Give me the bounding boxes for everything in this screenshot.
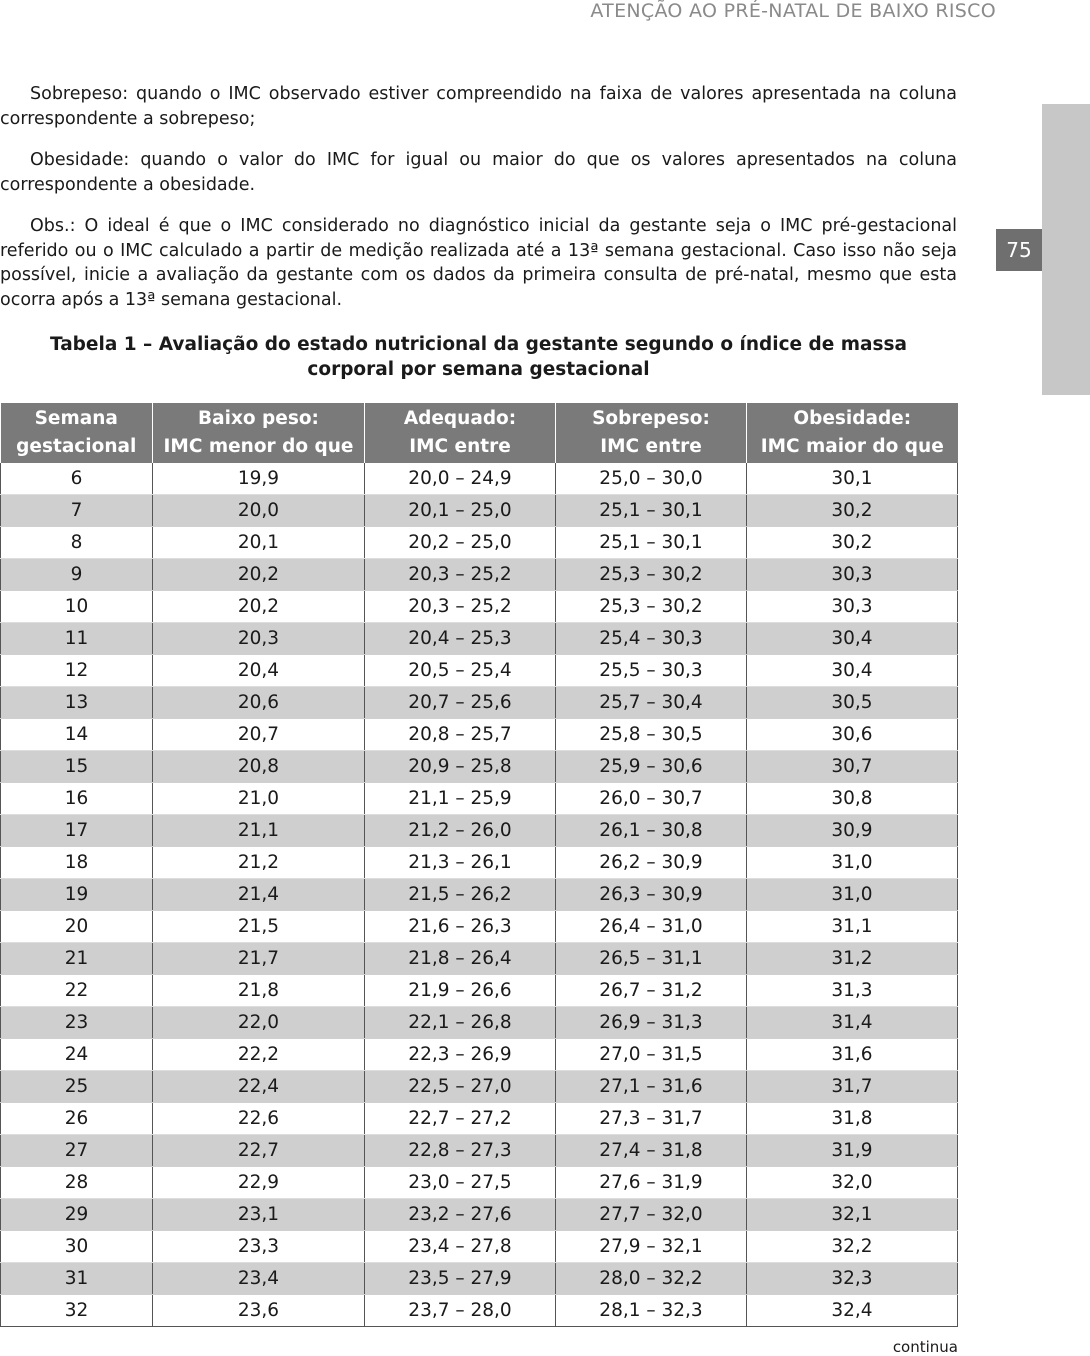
table-cell: 32,2: [747, 1231, 958, 1263]
table-row: [1, 1295, 958, 1327]
table-cell: 21,2: [153, 847, 365, 879]
column-header-line-2: IMC menor do que: [163, 436, 354, 457]
column-header-line-2: gestacional: [16, 436, 137, 457]
table-cell: 22,0: [153, 1007, 365, 1039]
table-cell: 30,4: [747, 655, 958, 687]
table-cell: 6: [1, 463, 153, 495]
table-cell: 20,0 – 24,9: [365, 463, 556, 495]
table-row: [1, 911, 958, 943]
body-text: [0, 82, 957, 329]
table-row: [1, 1135, 958, 1167]
table-cell: 30,3: [747, 559, 958, 591]
table-cell: 31,3: [747, 975, 958, 1007]
table-cell: 22,7: [153, 1135, 365, 1167]
table-cell: 31,0: [747, 847, 958, 879]
table-cell: 16: [1, 783, 153, 815]
table-cell: 23,5 – 27,9: [365, 1263, 556, 1295]
table-cell: 20,6: [153, 687, 365, 719]
table-cell: 32,4: [747, 1295, 958, 1327]
table-row: [1, 527, 958, 559]
table-row: [1, 751, 958, 783]
table-cell: 23,7 – 28,0: [365, 1295, 556, 1327]
table-cell: 20,2: [153, 591, 365, 623]
table-cell: 20,7: [153, 719, 365, 751]
table-cell: 26,1 – 30,8: [556, 815, 747, 847]
table-cell: 17: [1, 815, 153, 847]
table-cell: 22,5 – 27,0: [365, 1071, 556, 1103]
table-cell: 20,2: [153, 559, 365, 591]
table-row: [1, 1071, 958, 1103]
table-row: [1, 559, 958, 591]
table-cell: 27,7 – 32,0: [556, 1199, 747, 1231]
table-cell: 22,4: [153, 1071, 365, 1103]
table-cell: 21,6 – 26,3: [365, 911, 556, 943]
table-cell: 26,5 – 31,1: [556, 943, 747, 975]
table-cell: 23,1: [153, 1199, 365, 1231]
table-cell: 26,0 – 30,7: [556, 783, 747, 815]
table-row: [1, 623, 958, 655]
column-header-line-1: Semana: [34, 408, 118, 429]
table-cell: 27,1 – 31,6: [556, 1071, 747, 1103]
table-row: [1, 463, 958, 495]
table-cell: 25,4 – 30,3: [556, 623, 747, 655]
table-cell: 21,1 – 25,9: [365, 783, 556, 815]
table-cell: 21: [1, 943, 153, 975]
table-cell: 22,7 – 27,2: [365, 1103, 556, 1135]
table-row: [1, 1167, 958, 1199]
table-cell: 18: [1, 847, 153, 879]
table-cell: 30,7: [747, 751, 958, 783]
table-cell: 31: [1, 1263, 153, 1295]
table-cell: 21,5 – 26,2: [365, 879, 556, 911]
table-cell: 32,3: [747, 1263, 958, 1295]
table-cell: 28: [1, 1167, 153, 1199]
table-cell: 23,4 – 27,8: [365, 1231, 556, 1263]
table-cell: 25,5 – 30,3: [556, 655, 747, 687]
table-cell: 27,0 – 31,5: [556, 1039, 747, 1071]
table-cell: 8: [1, 527, 153, 559]
table-cell: 31,2: [747, 943, 958, 975]
column-header-line-2: IMC maior do que: [760, 436, 944, 457]
table-cell: 25: [1, 1071, 153, 1103]
table-cell: 26,9 – 31,3: [556, 1007, 747, 1039]
table-cell: 23,3: [153, 1231, 365, 1263]
table-cell: 20,9 – 25,8: [365, 751, 556, 783]
table-cell: 19: [1, 879, 153, 911]
table-cell: 25,8 – 30,5: [556, 719, 747, 751]
table-cell: 20,8: [153, 751, 365, 783]
table-cell: 26: [1, 1103, 153, 1135]
paragraph-obs: Obs.: O ideal é que o IMC considerado no diagnóstico inicial da gestante seja o IMC pré-gestacional referido ou o IMC calculado a partir de medição realizada até a 13ª semana gestacional. Caso isso não seja possível, inicie a avaliação da gestante com os dados da primeira consulta de pré-natal, mesmo que esta ocorra após a 13ª semana gestacional.: [0, 216, 957, 310]
paragraph-obesidade: Obesidade: quando o valor do IMC for igual ou maior do que os valores apresentados na coluna correspondente a obesidade.: [0, 150, 957, 195]
table-cell: 20,8 – 25,7: [365, 719, 556, 751]
table-cell: 30,2: [747, 495, 958, 527]
column-header: [556, 403, 747, 463]
table-row: [1, 655, 958, 687]
table-cell: 21,3 – 26,1: [365, 847, 556, 879]
table-row: [1, 783, 958, 815]
table-row: [1, 495, 958, 527]
table-cell: 22,1 – 26,8: [365, 1007, 556, 1039]
table-cell: 23,6: [153, 1295, 365, 1327]
table-row: [1, 879, 958, 911]
table-cell: 26,4 – 31,0: [556, 911, 747, 943]
column-header: [747, 403, 958, 463]
column-header-line-1: Baixo peso:: [198, 408, 319, 429]
table-cell: 25,0 – 30,0: [556, 463, 747, 495]
paragraph-sobrepeso: Sobrepeso: quando o IMC observado estiver compreendido na faixa de valores apresentada na coluna correspondente a sobrepeso;: [0, 84, 957, 129]
table-cell: 27,9 – 32,1: [556, 1231, 747, 1263]
table-cell: 23: [1, 1007, 153, 1039]
table-cell: 26,3 – 30,9: [556, 879, 747, 911]
table-cell: 20,7 – 25,6: [365, 687, 556, 719]
imc-table: [0, 403, 958, 1327]
table-cell: 24: [1, 1039, 153, 1071]
table-cell: 20,2 – 25,0: [365, 527, 556, 559]
table-cell: 20,1: [153, 527, 365, 559]
table-cell: 25,1 – 30,1: [556, 495, 747, 527]
side-tab-band: [1042, 104, 1090, 395]
table-cell: 30: [1, 1231, 153, 1263]
table-cell: 27,3 – 31,7: [556, 1103, 747, 1135]
table-cell: 25,3 – 30,2: [556, 591, 747, 623]
table-row: [1, 975, 958, 1007]
table-cell: 30,3: [747, 591, 958, 623]
table-cell: 32,1: [747, 1199, 958, 1231]
table-cell: 23,4: [153, 1263, 365, 1295]
table-cell: 7: [1, 495, 153, 527]
table-cell: 20,3 – 25,2: [365, 559, 556, 591]
table-cell: 21,8: [153, 975, 365, 1007]
table-cell: 22,9: [153, 1167, 365, 1199]
table-cell: 31,9: [747, 1135, 958, 1167]
table-cell: 14: [1, 719, 153, 751]
table-cell: 22,8 – 27,3: [365, 1135, 556, 1167]
table-cell: 29: [1, 1199, 153, 1231]
table-row: [1, 1231, 958, 1263]
table-cell: 22: [1, 975, 153, 1007]
table-caption: [0, 332, 957, 382]
table-cell: 31,4: [747, 1007, 958, 1039]
table-cell: 25,1 – 30,1: [556, 527, 747, 559]
table-row: [1, 1263, 958, 1295]
table-cell: 19,9: [153, 463, 365, 495]
table-cell: 32,0: [747, 1167, 958, 1199]
table-cell: 22,2: [153, 1039, 365, 1071]
table-cell: 11: [1, 623, 153, 655]
table-cell: 20,3: [153, 623, 365, 655]
table-cell: 31,0: [747, 879, 958, 911]
table-cell: 22,6: [153, 1103, 365, 1135]
table-row: [1, 815, 958, 847]
table-cell: 26,7 – 31,2: [556, 975, 747, 1007]
table-row: [1, 847, 958, 879]
column-header-line-1: Obesidade:: [793, 408, 912, 429]
table-cell: 28,0 – 32,2: [556, 1263, 747, 1295]
table-cell: 31,1: [747, 911, 958, 943]
table-caption-line-1: Tabela 1 – Avaliação do estado nutricional da gestante segundo o índice de massa: [49, 334, 908, 355]
column-header: [1, 403, 153, 463]
table-cell: 30,4: [747, 623, 958, 655]
table-cell: 20: [1, 911, 153, 943]
table-cell: 21,0: [153, 783, 365, 815]
table-row: [1, 1039, 958, 1071]
table-cell: 27: [1, 1135, 153, 1167]
table-cell: 25,9 – 30,6: [556, 751, 747, 783]
table-row: [1, 1103, 958, 1135]
table-cell: 30,5: [747, 687, 958, 719]
column-header-line-1: Sobrepeso:: [592, 408, 710, 429]
table-cell: 30,9: [747, 815, 958, 847]
continua-note: continua: [892, 1338, 958, 1356]
table-cell: 30,2: [747, 527, 958, 559]
table-cell: 26,2 – 30,9: [556, 847, 747, 879]
table-header: [1, 403, 958, 463]
table-header-row: [1, 403, 958, 463]
table-cell: 28,1 – 32,3: [556, 1295, 747, 1327]
table-cell: 21,4: [153, 879, 365, 911]
table-cell: 27,4 – 31,8: [556, 1135, 747, 1167]
column-header-line-2: IMC entre: [600, 436, 702, 457]
running-head: ATENÇÃO AO PRÉ-NATAL DE BAIXO RISCO: [590, 0, 996, 22]
table-cell: 21,2 – 26,0: [365, 815, 556, 847]
table-cell: 20,3 – 25,2: [365, 591, 556, 623]
table-cell: 13: [1, 687, 153, 719]
table-cell: 21,8 – 26,4: [365, 943, 556, 975]
table-cell: 27,6 – 31,9: [556, 1167, 747, 1199]
table-cell: 15: [1, 751, 153, 783]
table-row: [1, 591, 958, 623]
table-row: [1, 943, 958, 975]
table-cell: 22,3 – 26,9: [365, 1039, 556, 1071]
table-cell: 9: [1, 559, 153, 591]
table-row: [1, 687, 958, 719]
table-cell: 30,1: [747, 463, 958, 495]
table-row: [1, 1007, 958, 1039]
table-cell: 31,8: [747, 1103, 958, 1135]
table-cell: 10: [1, 591, 153, 623]
table-cell: 21,5: [153, 911, 365, 943]
table-cell: 20,4 – 25,3: [365, 623, 556, 655]
table-cell: 25,7 – 30,4: [556, 687, 747, 719]
table-cell: 21,1: [153, 815, 365, 847]
table-body: [1, 463, 958, 1327]
table-cell: 31,6: [747, 1039, 958, 1071]
table-cell: 23,0 – 27,5: [365, 1167, 556, 1199]
table-cell: 30,6: [747, 719, 958, 751]
column-header-line-1: Adequado:: [403, 408, 517, 429]
column-header: [153, 403, 365, 463]
table-cell: 25,3 – 30,2: [556, 559, 747, 591]
table-cell: 32: [1, 1295, 153, 1327]
table-cell: 20,5 – 25,4: [365, 655, 556, 687]
table-cell: 23,2 – 27,6: [365, 1199, 556, 1231]
table-cell: 20,0: [153, 495, 365, 527]
page-number: 75: [996, 229, 1042, 271]
table-cell: 21,7: [153, 943, 365, 975]
table-cell: 20,1 – 25,0: [365, 495, 556, 527]
table-cell: 12: [1, 655, 153, 687]
table-row: [1, 719, 958, 751]
table-cell: 30,8: [747, 783, 958, 815]
table-caption-line-2: corporal por semana gestacional: [307, 359, 650, 380]
column-header-line-2: IMC entre: [409, 436, 511, 457]
column-header: [365, 403, 556, 463]
table-cell: 21,9 – 26,6: [365, 975, 556, 1007]
table-cell: 31,7: [747, 1071, 958, 1103]
table-row: [1, 1199, 958, 1231]
table-cell: 20,4: [153, 655, 365, 687]
